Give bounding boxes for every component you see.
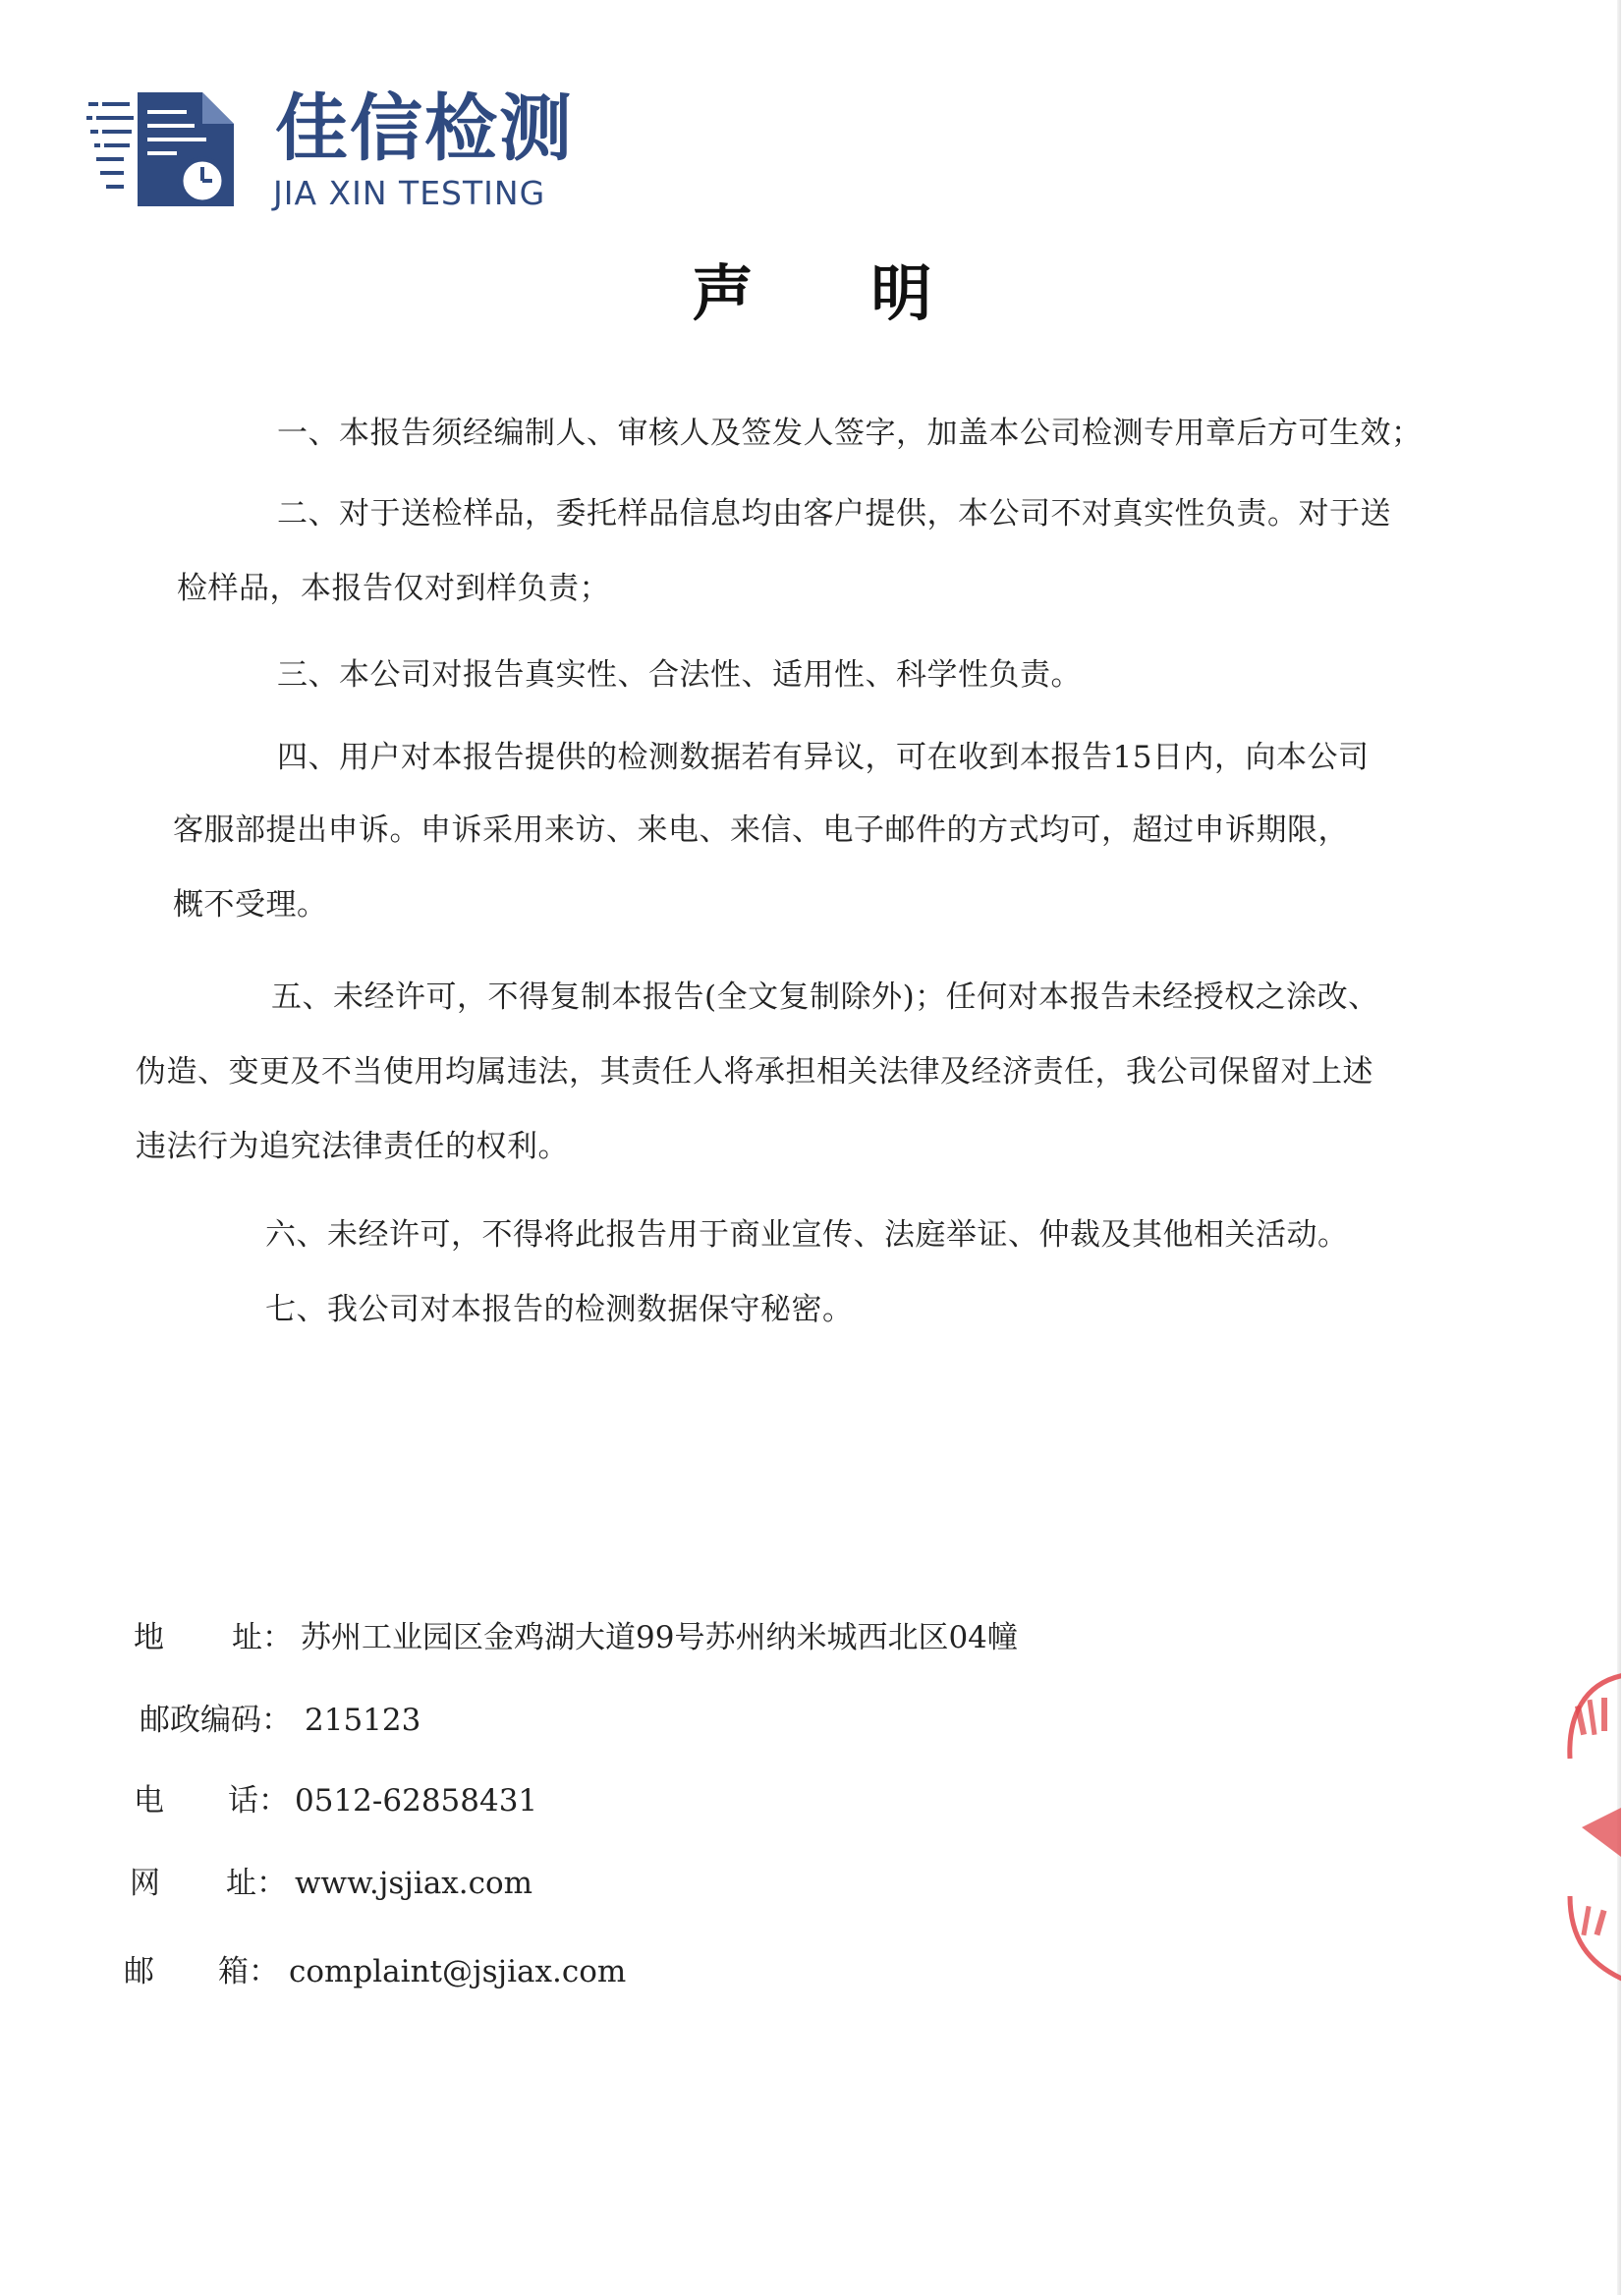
logo-english-name: JIA XIN TESTING (273, 174, 546, 212)
website-label-char-1: 网 (130, 1866, 160, 1901)
phone-label-char-1: 电 (134, 1783, 164, 1819)
website-value: www.jsjiax.com (295, 1866, 533, 1901)
clause-2-line-1: 二、对于送检样品，委托样品信息均由客户提供，本公司不对真实性负责。对于送 (277, 496, 1391, 532)
clause-3-line-1: 三、本公司对报告真实性、合法性、适用性、科学性负责。 (277, 657, 1082, 693)
clause-4-line-3: 概不受理。 (173, 887, 328, 923)
website-label-char-2: 址： (226, 1866, 287, 1901)
company-logo (86, 86, 597, 218)
testing-report-clock-icon (86, 90, 244, 208)
clause-6-line-1: 六、未经许可，不得将此报告用于商业宣传、法庭举证、仲裁及其他相关活动。 (265, 1217, 1349, 1253)
clause-7-line-1: 七、我公司对本报告的检测数据保守秘密。 (265, 1292, 854, 1327)
clause-5-line-3: 违法行为追究法律责任的权利。 (136, 1129, 569, 1164)
postcode-value: 215123 (305, 1703, 421, 1738)
email-label-char-1: 邮 (124, 1954, 154, 1989)
clause-4-line-1: 四、用户对本报告提供的检测数据若有异议，可在收到本报告15日内，向本公司 (277, 740, 1370, 775)
clause-1-line-1: 一、本报告须经编制人、审核人及签发人签字，加盖本公司检测专用章后方可生效； (277, 416, 1423, 451)
address-label-char-1: 地 (134, 1620, 164, 1655)
email-row (124, 1954, 627, 1989)
website-row (130, 1866, 533, 1901)
partial-company-seal (1562, 1660, 1621, 1994)
phone-row (134, 1783, 538, 1819)
address-label-char-2: 址： (232, 1620, 293, 1655)
seal-stamp-icon (1562, 1660, 1621, 1994)
postcode-row (140, 1703, 421, 1738)
phone-label-char-2: 话： (228, 1783, 289, 1819)
address-value: 苏州工业园区金鸡湖大道99号苏州纳米城西北区04幢 (301, 1620, 1018, 1655)
postcode-label: 邮政编码： (140, 1703, 292, 1738)
email-value: complaint@jsjiax.com (289, 1954, 627, 1989)
logo-chinese-name: 佳信检测 (275, 86, 574, 171)
phone-value: 0512-62858431 (295, 1783, 538, 1819)
clause-4-line-2: 客服部提出申诉。申诉采用来访、来电、来信、电子邮件的方式均可，超过申诉期限， (173, 812, 1349, 848)
page-title: 声明 (692, 257, 1050, 329)
clause-5-line-2: 伪造、变更及不当使用均属违法，其责任人将承担相关法律及经济责任，我公司保留对上述 (136, 1054, 1373, 1090)
email-label-char-2: 箱： (218, 1954, 279, 1989)
clause-2-line-2: 检样品，本报告仅对到样负责； (177, 571, 610, 606)
clause-5-line-1: 五、未经许可，不得复制本报告(全文复制除外)；任何对本报告未经授权之涂改、 (271, 980, 1379, 1015)
address-row (134, 1620, 1018, 1655)
